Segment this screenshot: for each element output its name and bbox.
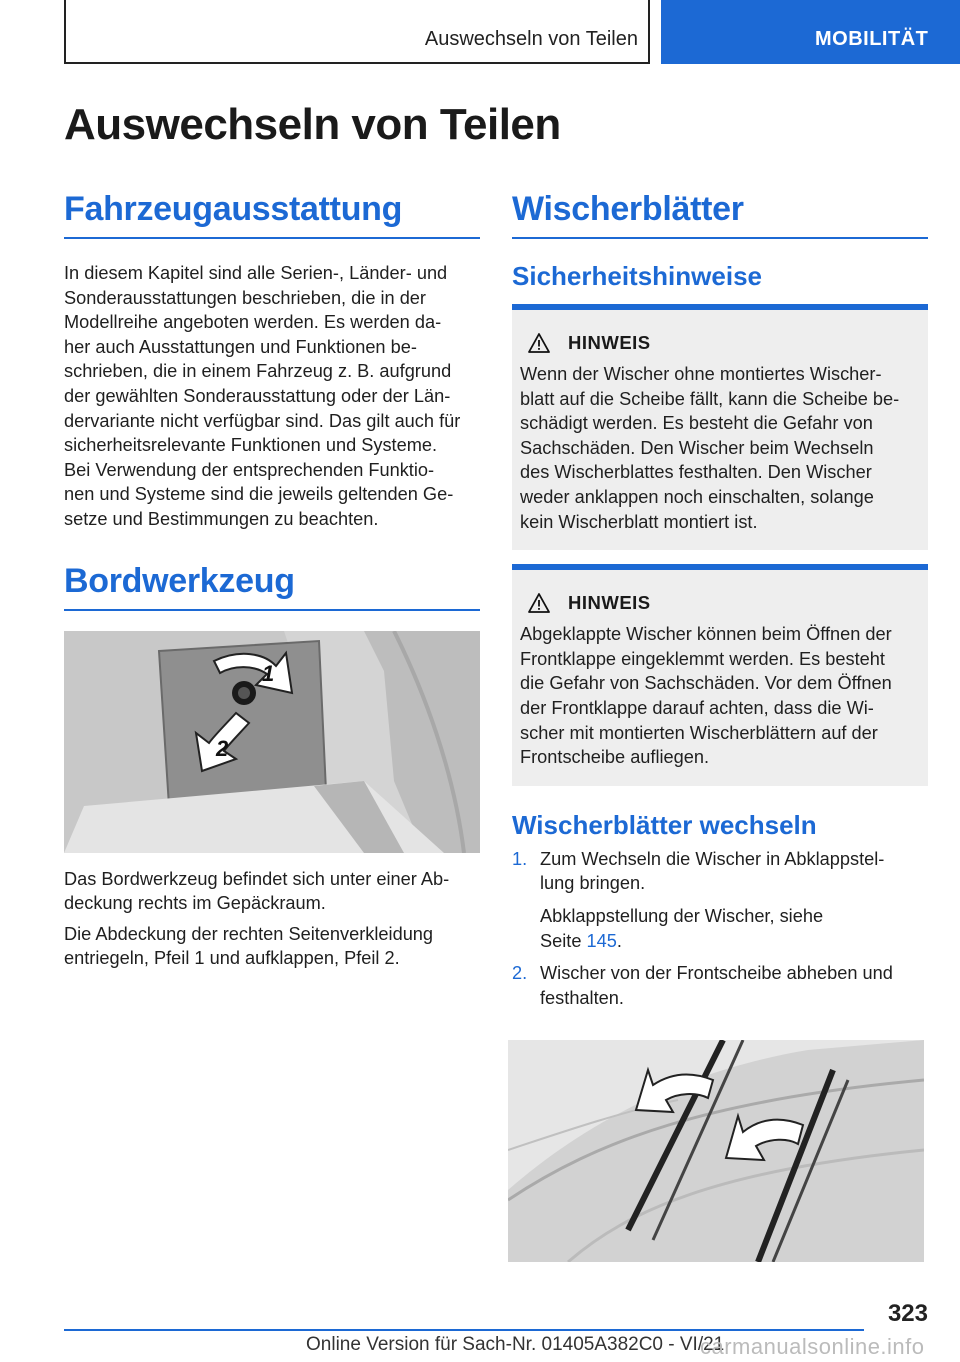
text-line: Bei Verwendung der entsprechenden Funktio-: [64, 459, 435, 480]
step-item: [512, 847, 928, 953]
step-text: [540, 961, 928, 1010]
note-text: [520, 362, 920, 534]
callout-1: 1: [262, 660, 275, 686]
note-box: [512, 304, 928, 550]
callout-2: 2: [216, 735, 229, 761]
text-line: dervariante nicht verfügbar sind. Das gilt auch für: [64, 410, 461, 431]
text-line: Abklappstellung der Wischer, siehe: [540, 905, 824, 926]
text-line: sicherheitsrelevante Funktionen und Systeme.: [64, 435, 438, 456]
text-line: Wischer von der Frontscheibe abheben und: [540, 963, 893, 984]
text-line: entriegeln, Pfeil 1 und aufklappen, Pfeil 2.: [64, 948, 400, 969]
note-box: [512, 564, 928, 786]
text-fragment: Seite: [540, 930, 587, 951]
header-chapter-tab: [661, 0, 960, 64]
step-text: [540, 847, 928, 953]
text-line: der gewählten Sonderausstattung oder der Län-: [64, 385, 451, 406]
text-line: setze und Bestimmungen zu beachten.: [64, 508, 379, 529]
bordwerkzeug-para1: [64, 867, 480, 916]
text-line: deckung rechts im Gepäckraum.: [64, 893, 326, 914]
note-header: [520, 592, 920, 614]
text-line: kein Wischerblatt montiert ist.: [520, 511, 758, 532]
text-line: blatt auf die Scheibe fällt, kann die Scheibe be-: [520, 388, 900, 409]
watermark: carmanualsonline.info: [700, 1334, 925, 1359]
right-column: [512, 190, 928, 1010]
text-line: Frontscheibe aufliegen.: [520, 747, 710, 768]
text-fragment: .: [616, 930, 622, 951]
text-line: Sachschäden. Den Wischer beim Wechseln: [520, 437, 874, 458]
heading-bordwerkzeug: Bordwerkzeug: [64, 562, 480, 611]
note-title: HINWEIS: [568, 332, 651, 353]
step-number: 2.: [512, 963, 528, 984]
page-reference: [540, 929, 928, 954]
text-line: die Gefahr von Sachschäden. Vor dem Öffnen: [520, 673, 892, 694]
text-line: des Wischerblattes festhalten. Den Wischer: [520, 462, 872, 483]
text-line: In diesem Kapitel sind alle Serien-, Länder- und: [64, 263, 448, 283]
left-column: [64, 190, 480, 971]
page-link[interactable]: 145: [586, 930, 617, 951]
text-line: nen und Systeme sind die jeweils geltenden Ge-: [64, 484, 454, 505]
text-line: schrieben, die in einem Fahrzeug z. B. aufgrund: [64, 361, 452, 382]
bordwerkzeug-para2: [64, 922, 480, 971]
note-header: [520, 332, 920, 354]
wiper-image: [508, 1040, 924, 1262]
text-line: festhalten.: [540, 987, 624, 1008]
page-number: 323: [887, 1300, 928, 1327]
text-line: Modellreihe angeboten werden. Es werden da-: [64, 312, 442, 333]
text-line: Das Bordwerkzeug befindet sich unter einer Ab-: [64, 868, 450, 889]
warning-icon: [528, 593, 550, 613]
fahrzeugausstattung-text: [64, 261, 480, 532]
text-line: lung bringen.: [540, 873, 646, 894]
text-line: schädigt werden. Es besteht die Gefahr von: [520, 413, 873, 434]
heading-wischerblaetter: Wischerblätter: [512, 190, 928, 239]
header-chapter-label: MOBILITÄT: [815, 28, 929, 50]
note-text: [520, 622, 920, 770]
heading-fahrzeugausstattung: Fahrzeugausstattung: [64, 190, 480, 239]
header-section-title: Auswechseln von Teilen: [424, 28, 638, 50]
trunk-cover-image: [64, 631, 480, 853]
footer-divider: [64, 1329, 864, 1331]
text-line: Zum Wechseln die Wischer in Abklappstel-: [540, 848, 885, 869]
text-line: scher mit montierten Wischerblättern auf der: [520, 722, 878, 743]
text-line: Frontklappe eingeklemmt werden. Es besteht: [520, 648, 885, 669]
text-line: Sonderausstattungen beschrieben, die in der: [64, 287, 426, 308]
steps-list: [512, 847, 928, 1011]
step-item: [512, 961, 928, 1010]
text-line: weder anklappen noch einschalten, solange: [520, 486, 874, 507]
note-title: HINWEIS: [568, 592, 651, 614]
text-line: her auch Ausstattungen und Funktionen be-: [64, 336, 417, 357]
heading-sicherheitshinweise: Sicherheitshinweise: [512, 261, 762, 291]
heading-wischerblaetter-wechseln: Wischerblätter wechseln: [512, 809, 817, 840]
footer-version-text: Online Version für Sach-Nr. 01405A382C0 - VI/21: [306, 1334, 725, 1355]
text-line: Abgeklappte Wischer können beim Öffnen der: [520, 624, 892, 645]
page-title: Auswechseln von Teilen: [64, 100, 561, 149]
text-line: Die Abdeckung der rechten Seitenverkleidung: [64, 923, 434, 944]
warning-icon: [528, 333, 550, 353]
text-line: Wenn der Wischer ohne montiertes Wischer-: [520, 364, 882, 384]
text-line: der Frontklappe darauf achten, dass die Wi-: [520, 697, 874, 718]
step-number: 1.: [512, 848, 528, 869]
